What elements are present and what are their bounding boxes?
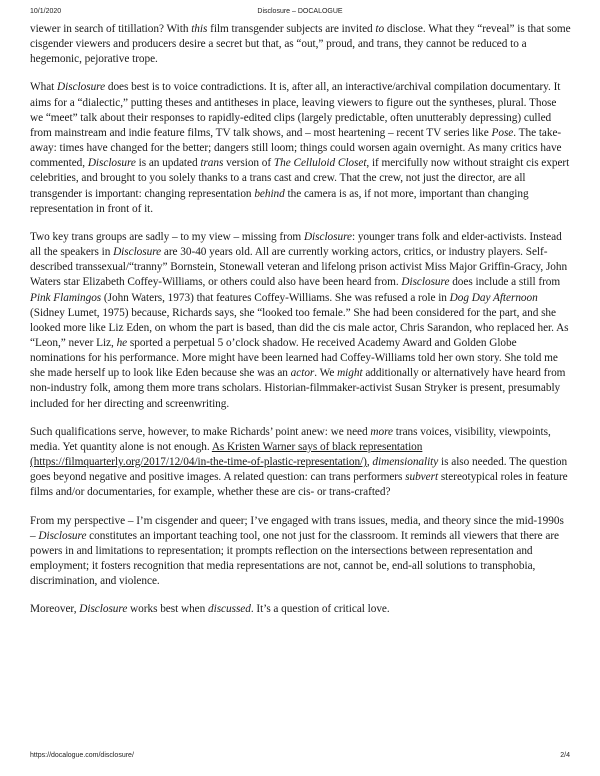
header-date: 10/1/2020 (30, 8, 62, 15)
italic-text: this (191, 23, 208, 35)
page-footer (0, 752, 600, 764)
page-header (0, 8, 600, 20)
italic-text: discussed (208, 603, 251, 616)
header-title: Disclosure – DOCALOGUE (257, 8, 343, 15)
italic-text: Disclosure (38, 529, 87, 542)
text-run: disclose. What they “reveal” is that some cisgender viewers and producers desire a secret but that, as “out,” proud, and trans, they cannot be reduced to a hegemonic, pejorative trope. (30, 23, 571, 66)
footer-page-number: 2/4 (560, 752, 570, 759)
italic-text: The Celluloid Closet (273, 157, 367, 170)
text-run: works best when (127, 603, 209, 616)
italic-text: Disclosure (113, 246, 162, 259)
italic-text: behind (254, 187, 285, 200)
text-run: Moreover, (30, 603, 80, 616)
italic-text: Dog Day Afternoon (449, 291, 538, 304)
italic-text: Disclosure (57, 81, 106, 94)
italic-text: Disclosure (401, 276, 450, 289)
footer-url: https://docalogue.com/disclosure/ (30, 752, 134, 759)
paragraph-4 (30, 425, 572, 501)
paragraph-1 (30, 22, 572, 67)
text-run: What (30, 81, 58, 94)
text-run: Two key trans groups are sadly – to my view – missing from (30, 230, 304, 243)
italic-text: to (375, 23, 385, 35)
italic-text: Pose (491, 126, 514, 139)
text-run: does best is to voice contradictions. It is, after all, an interactive/archival compilation documentary. It aims for a “dialectic,” putting theses and antitheses in place, leaving viewers to figure out the syntheses, plural. Those we “meet” talk about their responses to rapidly-edited clips (largely predictable, often unutterably depressing) culled from mainstream and indie feature films, TV talk shows, and – most heartening – recent TV series like (30, 81, 561, 139)
text-run: Such qualifications serve, however, to make Richards’ point anew: we need (30, 425, 371, 438)
italic-text: Disclosure (87, 157, 136, 170)
italic-text: Pink Flamingos (30, 291, 102, 304)
italic-text: Disclosure (79, 603, 128, 616)
text-run: , if mercifully now without straight cis expert celebrities, and brought to you solely thanks to a trans cast and crew. That the crew, not just the director, are all transgender is important: changing representation (30, 157, 570, 200)
italic-text: subvert (405, 471, 439, 484)
text-run: (Sidney Lumet, 1975) because, Richards says, she “looked too female.” She had been considered for the part, and she looked more like Liz Eden, on whom the part is based, than did the cis male actor, Chris Sarandon, who replaced her. As “Leon,” never Liz, (30, 306, 569, 349)
italic-text: Disclosure (303, 230, 352, 243)
italic-text: more (370, 425, 394, 438)
text-run: are 30-40 years old. All are currently working actors, critics, or industry players. Self-described transsexual/“tranny” Bornstein, Stonewall veteran and lifelong prison activist Miss Major Griffin-Gracy, John Waters star Elizabeth Coffey-Williams, or others could also have been heard from. (30, 246, 568, 289)
italic-text: he (116, 336, 128, 349)
text-run: . The take-away: times have changed for the better; dangers still loom; things could worsen again overnight. As many critics have commented, (30, 126, 562, 170)
text-run: . It’s a question of critical love. (250, 603, 390, 616)
text-run: additionally or alternatively have heard from non-industry folk, among them more trans scholars. Historian-filmmaker-activist Susan Stryker is present, presumably included for her directing and screenwriting. (30, 367, 566, 410)
text-run: , (366, 456, 373, 469)
text-run: is an updated (135, 157, 201, 170)
text-run: is also needed. The question goes beyond negative and positive images. A related question: can trans performers (30, 456, 568, 484)
text-run: (John Waters, 1973) that features Coffey-Williams. She was refused a role in (101, 291, 450, 304)
italic-text: might (337, 367, 363, 380)
reference-link[interactable]: As Kristen Warner says of black representation (https://filmquarterly.org/2017/12/04/in-the-time-of-plastic-representation/) (30, 440, 423, 469)
text-run: film transgender subjects are invited (207, 23, 376, 35)
text-run: constitutes an important teaching tool, one not just for the classroom. It reminds all viewers that there are powers in and limitations to representation; it prompts reflection on the intersections between representation and employment; it fosters recognition that media representations are not, cannot be, end-all solutions to transphobia, discrimination, and violence. (30, 529, 560, 588)
italic-text: trans (200, 157, 224, 170)
text-run: does include a still from (449, 276, 561, 289)
text-run: the camera is as, if not more, important than changing representation in front of it. (30, 187, 529, 215)
text-run: viewer in search of titillation? With (30, 23, 192, 35)
text-run: : younger trans folk and elder-activists. Instead all the speakers in (30, 230, 562, 259)
italic-text: dimensionality (372, 456, 439, 469)
text-run: From my perspective – I’m cisgender and queer; I’ve engaged with trans issues, media, and theory since the mid-1990s – (30, 514, 564, 542)
paragraph-2 (30, 80, 572, 216)
article-body (30, 22, 572, 630)
paragraph-5 (30, 514, 572, 590)
text-run: version of (223, 157, 274, 170)
text-run: sported a perpetual 5 o’clock shadow. He received Academy Award and Golden Globe nominations for his performance. More might have been learned had Coffey-Williams told her own story. She told me she made herself up to look like Eden because she was an (30, 336, 558, 380)
italic-text: actor (290, 367, 315, 380)
paragraph-6 (30, 602, 572, 617)
text-run: . We (314, 367, 338, 380)
text-run: stereotypical roles in feature films and/or documentaries, for example, whether these are cis- or trans-crafted? (30, 471, 568, 499)
paragraph-3 (30, 230, 572, 412)
text-run: trans voices, visibility, viewpoints, media. Yet quantity alone is not enough. (30, 425, 551, 453)
